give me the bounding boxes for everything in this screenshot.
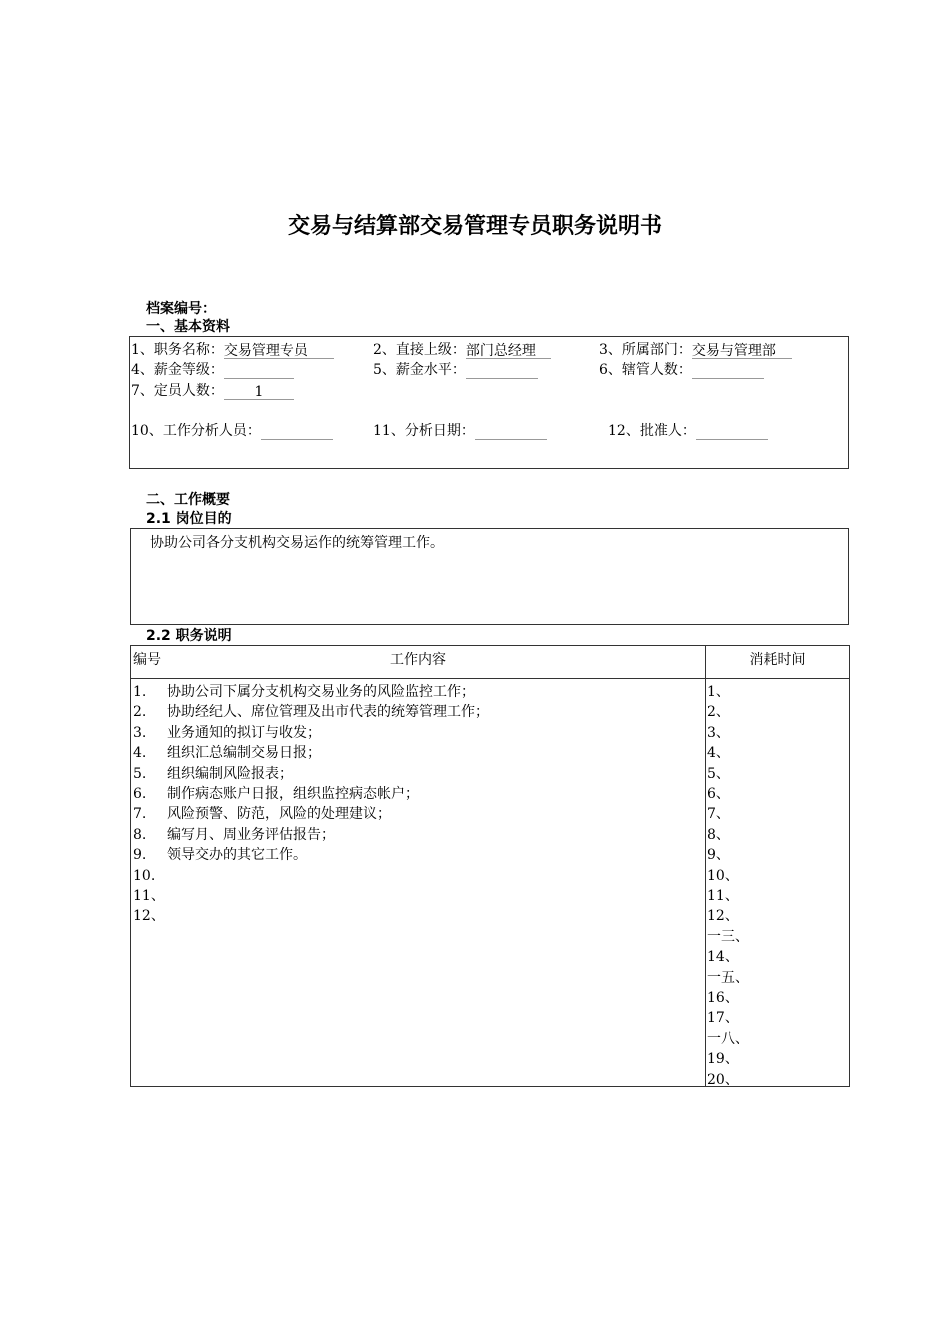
time-row: 16、 [707,990,739,1006]
time-row: 9、 [707,847,730,864]
duty-text: 编写月、周业务评估报告； [167,826,335,843]
header-divider [131,678,849,679]
time-row: 8、 [707,826,730,843]
duty-text: 制作病态账户日报，组织监控病态帐户； [167,786,419,802]
superior-label: 2、直接上级： [373,342,466,358]
headcount-field [131,382,294,400]
duty-text: 组织汇总编制交易日报； [167,745,321,762]
duty-text: 组织编制风险报表； [167,765,293,782]
subordinates-label: 6、辖管人数： [599,362,692,378]
duty-number: 11、 [133,888,165,904]
subordinates-value[interactable] [692,362,764,379]
time-row: 12、 [707,908,739,925]
time-row: 6、 [707,786,730,802]
duty-row [133,784,419,804]
analyst-field [131,422,333,440]
analyst-label: 10、工作分析人员： [131,423,261,439]
time-row: 17、 [707,1010,739,1027]
superior-value: 部门总经理 [466,342,551,359]
time-row: 7、 [707,806,730,823]
headcount-label: 7、定员人数： [131,383,224,399]
duty-row [133,723,321,743]
duty-text: 协助经纪人、席位管理及出市代表的统筹管理工作； [167,704,489,721]
purpose-text: 协助公司各分支机构交易运作的统筹管理工作。 [150,535,444,551]
duty-row [133,866,167,886]
duty-number: 7. [133,806,147,823]
job-name-label: 1、职务名称： [131,342,224,358]
duty-row [133,682,475,702]
duty-number: 1. [133,684,147,700]
superior-field [373,341,551,359]
department-value: 交易与管理部 [692,342,792,359]
time-row: 一八、 [707,1030,749,1047]
approver-label: 12、批准人： [608,423,696,439]
time-row: 19、 [707,1051,739,1068]
approver-value[interactable] [696,423,768,440]
column-header-content: 工作内容 [390,652,446,668]
job-name-value: 交易管理专员 [224,342,334,359]
duty-row [133,702,489,722]
salary-level-label: 5、薪金水平： [373,362,466,378]
duty-row [133,764,293,784]
job-name-field [131,341,334,359]
approver-field [608,422,768,440]
duty-number: 6. [133,786,147,802]
time-row: 11、 [707,888,739,904]
salary-grade-field [131,361,294,379]
duty-text: 业务通知的拟订与收发； [167,724,321,741]
column-divider [705,646,706,1086]
duty-number: 10. [133,867,156,884]
duty-row [133,825,335,845]
duty-text: 风险预警、防范，风险的处理建议； [167,806,391,823]
column-header-time: 消耗时间 [749,652,806,668]
subordinates-field [599,361,764,379]
duties-heading: 2.2 职务说明 [146,628,232,644]
duty-text: 协助公司下属分支机构交易业务的风险监控工作； [167,684,475,700]
duty-number: 5. [133,765,147,782]
department-field [599,341,792,359]
time-row: 5、 [707,765,730,782]
time-row: 一五、 [707,969,749,986]
duty-number: 12、 [133,908,165,925]
page-title: 交易与结算部交易管理专员职务说明书 [287,214,662,239]
section-job-overview-heading: 二、工作概要 [146,492,230,508]
salary-level-field [373,361,538,379]
salary-grade-label: 4、薪金等级： [131,362,224,378]
salary-level-value[interactable] [466,362,538,379]
duty-row [133,845,307,865]
time-row: 1、 [707,684,730,700]
time-row: 2、 [707,704,730,721]
time-row: 3、 [707,724,730,741]
analysis-date-value[interactable] [475,423,547,440]
time-row: 10、 [707,867,739,884]
department-label: 3、所属部门： [599,342,692,358]
duty-row [133,906,167,926]
headcount-value: 1 [224,383,294,400]
duty-text: 领导交办的其它工作。 [167,847,307,864]
salary-grade-value[interactable] [224,362,294,379]
time-row: 4、 [707,745,730,762]
archive-number-label: 档案编号： [146,301,216,317]
analyst-value[interactable] [261,423,333,440]
analysis-date-field [373,422,547,440]
duty-number: 9. [133,847,147,864]
basic-info-table [129,336,849,469]
section-basic-info-heading: 一、基本资料 [146,319,230,335]
duty-row [133,886,167,906]
column-header-number: 编号 [133,652,161,668]
analysis-date-label: 11、分析日期： [373,423,475,439]
duty-number: 2. [133,704,147,721]
duty-number: 4. [133,745,147,762]
time-row: 一三、 [707,928,749,945]
duty-number: 8. [133,826,147,843]
duty-number: 3. [133,724,147,741]
purpose-heading: 2.1 岗位目的 [146,511,232,527]
duty-row [133,743,321,763]
duties-table [130,645,850,1087]
time-row: 14、 [707,949,739,966]
duty-row [133,804,391,824]
time-row: 20、 [707,1071,739,1088]
purpose-box [130,528,849,625]
